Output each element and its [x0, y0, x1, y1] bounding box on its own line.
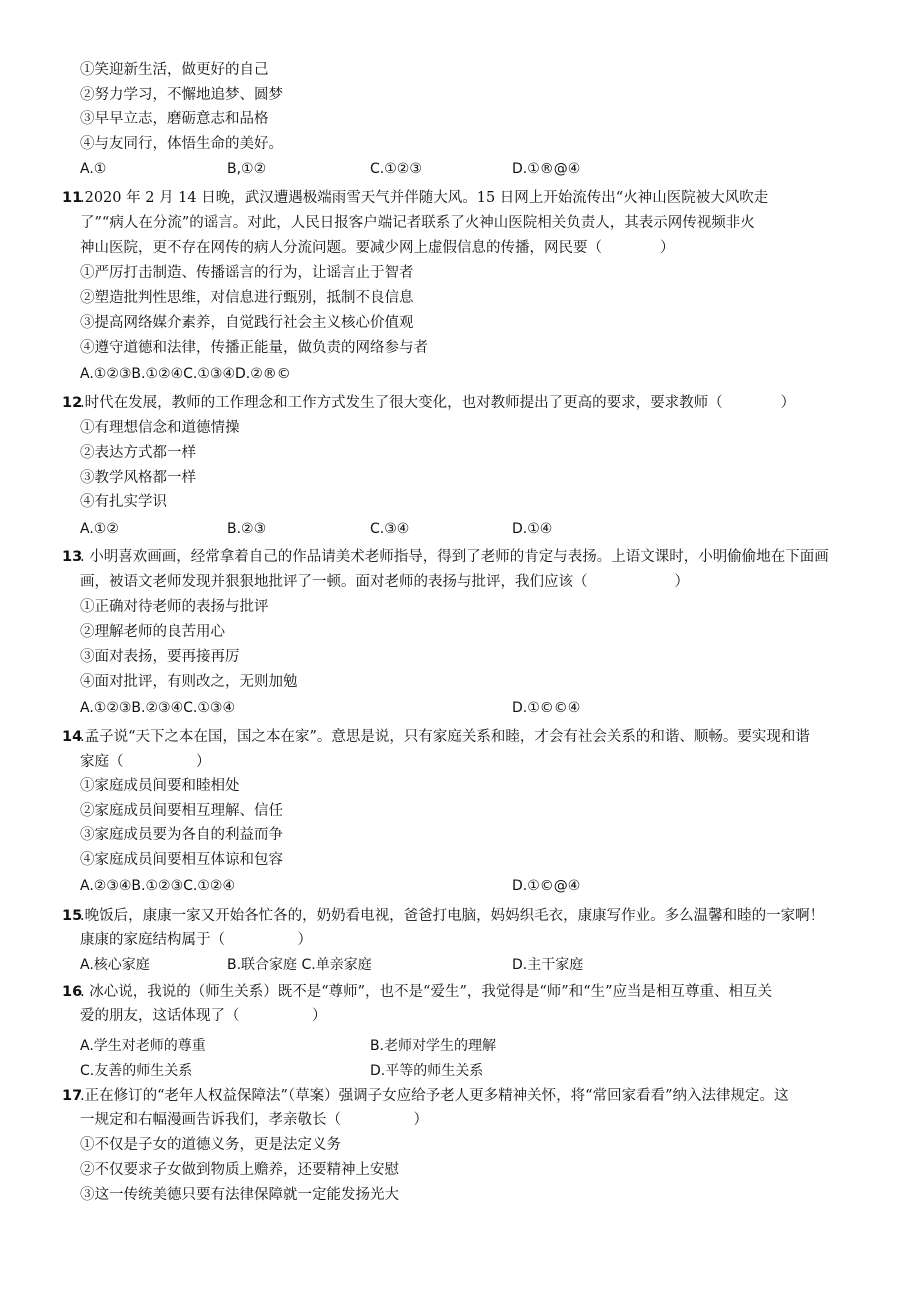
q10-option-2: ②努力学习，不懈地追梦、圆梦	[80, 87, 283, 103]
q15-stem-2: 康康的家庭结构属于（ ）	[80, 932, 312, 948]
q17-number: 17	[62, 1088, 83, 1104]
q10-answer-d: D.①®@④	[512, 161, 581, 177]
q14-number: 14	[62, 729, 83, 745]
q11-stem-1: .2020 年 2 月 14 日晚，武汉遭遇极端雨雪天气并伴随大风。15 日网上开始流传出“火神山医院被大风吹走	[80, 190, 769, 206]
q13-option-2: ②理解老师的良苦用心	[80, 624, 225, 640]
q13-answers-abc: A.①②③B.②③④C.①③④	[80, 700, 236, 716]
q15-answer-d: D.主干家庭	[512, 957, 584, 973]
q14-option-3: ③家庭成员要为各自的利益而争	[80, 827, 283, 843]
q11-option-3: ③提高网络媒介素养，自觉践行社会主义核心价值观	[80, 315, 414, 331]
q11-stem-2: 了”“病人在分流”的谣言。对此，人民日报客户端记者联系了火神山医院相关负责人，其表示网传视频非火	[80, 215, 755, 231]
q16-answer-a: A.学生对老师的尊重	[80, 1038, 206, 1054]
q12-option-2: ②表达方式都一样	[80, 445, 196, 461]
q12-option-1: ①有理想信念和道德情操	[80, 420, 240, 436]
q14-option-1: ①家庭成员间要和睦相处	[80, 778, 240, 794]
q12-option-3: ③教学风格都一样	[80, 470, 196, 486]
q11-number: 11	[62, 190, 83, 206]
q14-option-2: ②家庭成员间要相互理解、信任	[80, 803, 283, 819]
q11-option-4: ④遵守道德和法律，传播正能量，做负责的网络参与者	[80, 340, 428, 356]
q12-number: 12	[62, 395, 83, 411]
q15-number: 15	[62, 908, 83, 924]
q11-option-2: ②塑造批判性思维，对信息进行甄别，抵制不良信息	[80, 290, 414, 306]
q10-option-1: ①笑迎新生活，做更好的自己	[80, 62, 269, 78]
q10-answer-c: C.①②③	[370, 161, 422, 177]
q10-answer-a: A.①	[80, 161, 107, 177]
q12-answer-c: C.③④	[370, 521, 410, 537]
q12-option-4: ④有扎实学识	[80, 494, 167, 510]
q11-answers: A.①②③B.①②④C.①③④D.②®©	[80, 366, 291, 382]
q11-stem-3: 神山医院，更不存在网传的病人分流问题。要减少网上虚假信息的传播，网民要（ ）	[80, 240, 675, 256]
q15-answer-bc: B.联合家庭 C.单亲家庭	[227, 957, 372, 973]
q14-answer-d: D.①©@④	[512, 878, 581, 894]
q13-option-1: ①正确对待老师的表扬与批评	[80, 599, 269, 615]
q14-stem-1: .孟子说“天下之本在国，国之本在家”。意思是说，只有家庭关系和睦，才会有社会关系的和谐、顺畅。要实现和谐	[80, 729, 810, 745]
q17-option-3: ③这一传统美德只要有法律保障就一定能发扬光大	[80, 1187, 399, 1203]
q11-option-1: ①严厉打击制造、传播谣言的行为，让谣言止于智者	[80, 265, 414, 281]
q17-stem-2: 一规定和右幅漫画告诉我们，孝亲敬长（ ）	[80, 1112, 428, 1128]
q12-stem-1: .时代在发展，教师的工作理念和工作方式发生了很大变化，也对教师提出了更高的要求，要求教师（ ）	[80, 395, 796, 411]
q16-stem-2: 爱的朋友，这话体现了（ ）	[80, 1008, 327, 1024]
q13-number: 13	[62, 549, 83, 565]
q16-answer-c: C.友善的师生关系	[80, 1063, 193, 1079]
q13-option-3: ③面对表扬，要再接再厉	[80, 649, 240, 665]
q16-answer-d: D.平等的师生关系	[370, 1063, 484, 1079]
q16-answer-b: B.老师对学生的理解	[370, 1038, 497, 1054]
q15-answer-a: A.核心家庭	[80, 957, 150, 973]
q12-answer-b: B.②③	[227, 521, 267, 537]
q13-stem-2: 画，被语文老师发现并狠狠地批评了一顿。面对老师的表扬与批评，我们应该（ ）	[80, 574, 689, 590]
q14-option-4: ④家庭成员间要相互体谅和包容	[80, 852, 283, 868]
q13-stem-1: . 小明喜欢画画，经常拿着自己的作品请美术老师指导，得到了老师的肯定与表扬。上语文课时，小明偷偷地在下面画	[80, 549, 829, 565]
q16-stem-1: . 冰心说，我说的（师生关系）既不是“尊师”，也不是“爱生”，我觉得是“师”和“生”应当是相互尊重、相互关	[80, 984, 773, 1000]
q10-option-3: ③早早立志，磨砺意志和品格	[80, 111, 269, 127]
q15-stem-1: .晚饭后，康康一家又开始各忙各的，奶奶看电视，爸爸打电脑，妈妈织毛衣，康康写作业。多么温馨和睦的一家啊！	[80, 908, 825, 924]
q10-option-4: ④与友同行，体悟生命的美好。	[80, 136, 283, 152]
q12-answer-d: D.①④	[512, 521, 553, 537]
q13-answer-d: D.①©©④	[512, 700, 581, 716]
q14-answers-abc: A.②③④B.①②③C.①②④	[80, 878, 236, 894]
q17-option-2: ②不仅要求子女做到物质上赡养，还要精神上安慰	[80, 1162, 399, 1178]
q17-option-1: ①不仅是子女的道德义务，更是法定义务	[80, 1137, 341, 1153]
q16-number: 16	[62, 984, 83, 1000]
q12-answer-a: A.①②	[80, 521, 119, 537]
q14-stem-2: 家庭（ ）	[80, 754, 211, 770]
q10-answer-b: B,①②	[227, 161, 267, 177]
q17-stem-1: .正在修订的“老年人权益保障法”（草案）强调子女应给予老人更多精神关怀，将“常回家看看”纳入法律规定。这	[80, 1088, 789, 1104]
q13-option-4: ④面对批评，有则改之，无则加勉	[80, 674, 298, 690]
